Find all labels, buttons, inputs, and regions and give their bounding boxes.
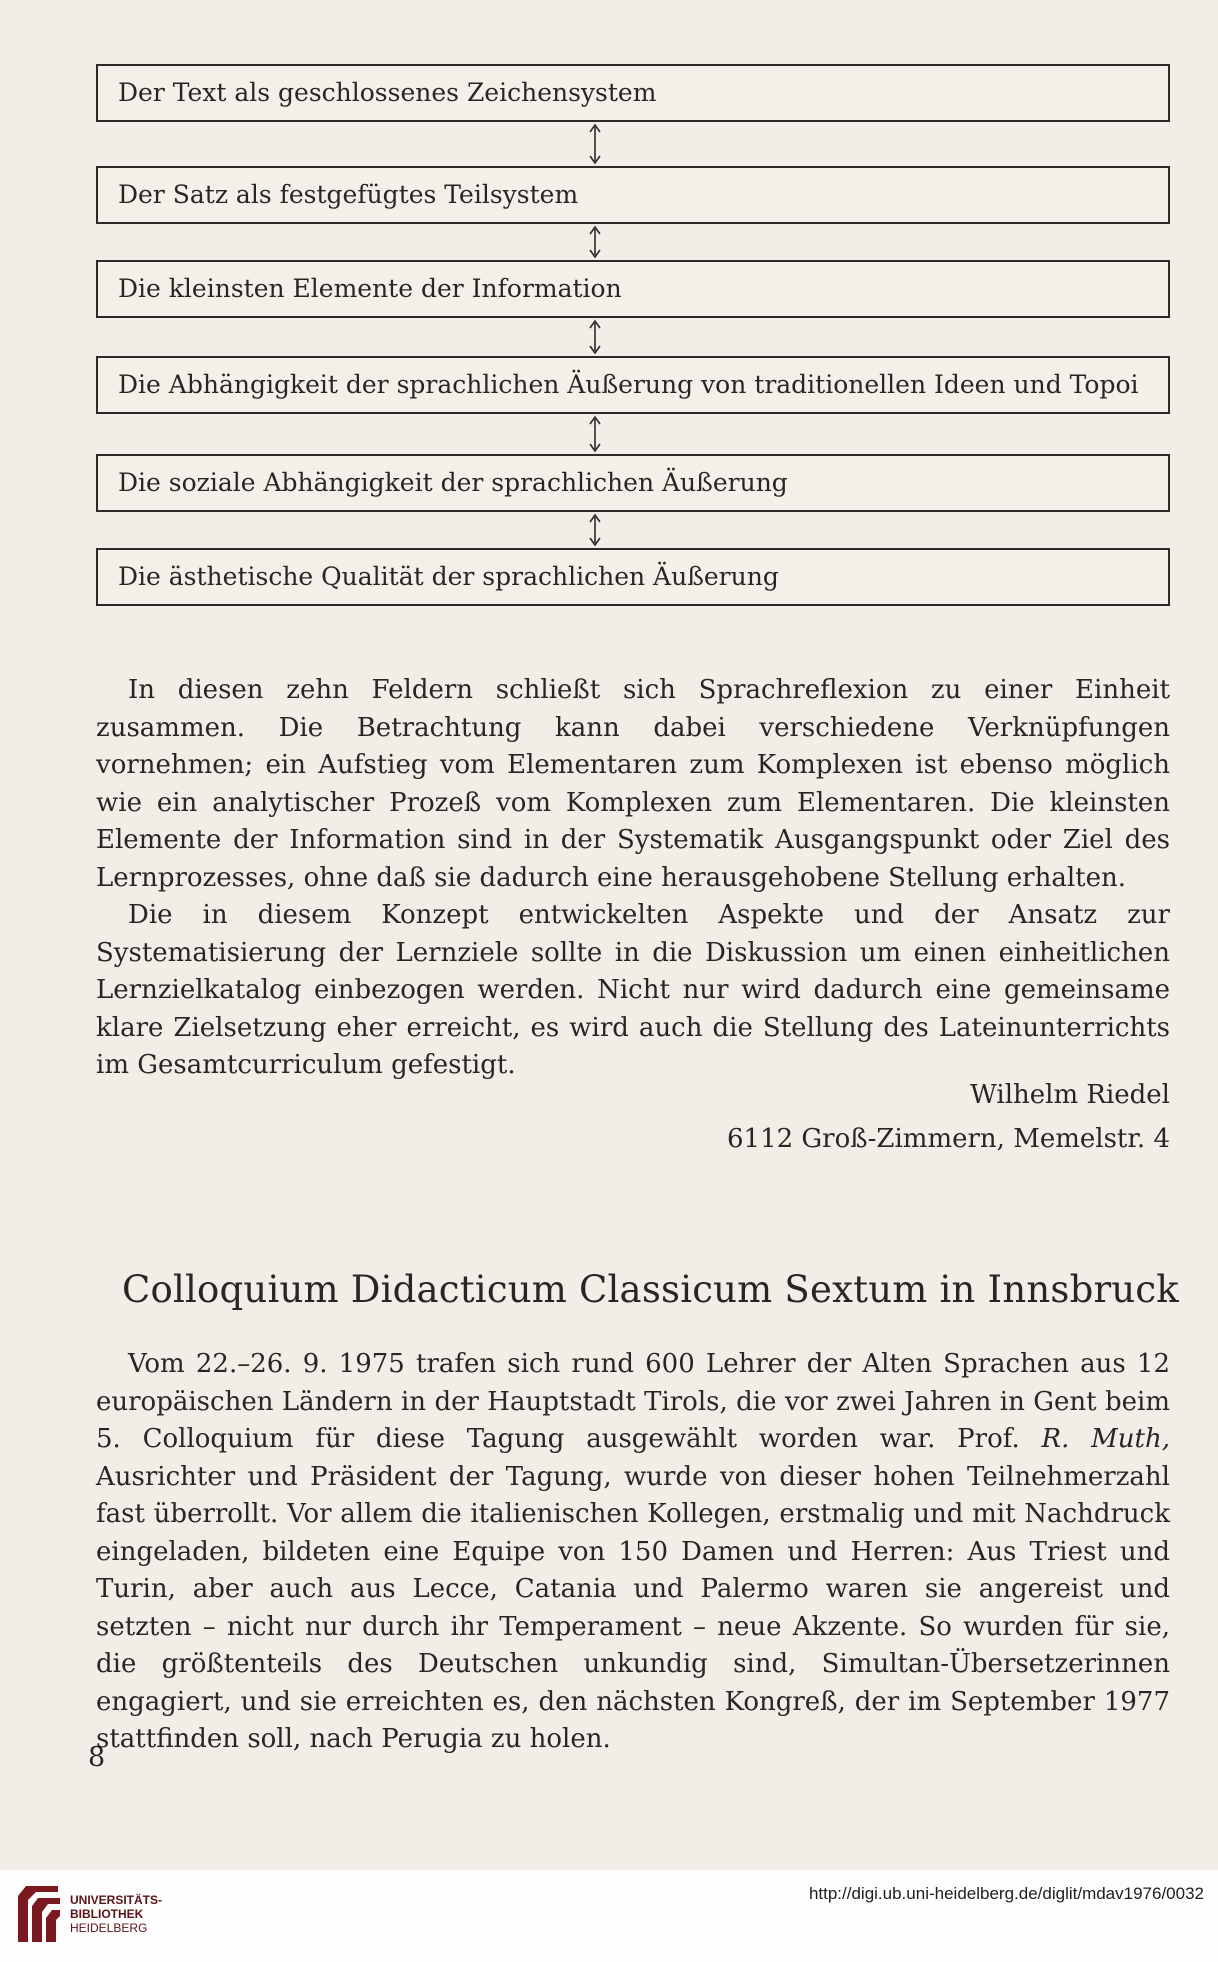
person-name: R. Muth, (1041, 1424, 1170, 1454)
logo-line: UNIVERSITÄTS- (70, 1893, 163, 1907)
diagram-box-3: Die kleinsten Elemente der Information (96, 260, 1170, 318)
author-name: Wilhelm Riedel (970, 1080, 1170, 1110)
section-heading: Colloquium Didacticum Classicum Sextum in Innsbruck (122, 1268, 1179, 1311)
double-arrow-icon (587, 512, 603, 548)
paragraph: In diesen zehn Feldern schließt sich Sprachreflexion zu einer Einheit zusammen. Die Betrachtung kann dabei verschiedene Verknüpfungen vornehmen; ein Aufstieg vom Elementaren zum Komplexen ist ebenso möglich wie ein analytischer Prozeß vom Komplexen zum Elementaren. Die kleinsten Elemente der Information sind in der Systematik Ausgangspunkt oder Ziel des Lernprozesses, ohne daß sie dadurch eine herausgehobene Stellung erhalten. (96, 675, 1170, 893)
double-arrow-icon (587, 414, 603, 454)
double-arrow-icon (587, 224, 603, 260)
page-number: 8 (88, 1742, 106, 1773)
logo-line: BIBLIOTHEK (70, 1907, 144, 1921)
text-run: Ausrichter und Präsident der Tagung, wurde von dieser hohen Teilnehmerzahl fast überrollt. Vor allem die italienischen Kollegen, erstmalig und mit Nachdruck eingeladen, bildeten eine Equipe von 150 Damen und Herren: Aus Triest und Turin, aber auch aus Lecce, Catania und Palermo waren sie angereist und setzten – nicht nur durch ihr Temperament – neue Akzente. So wurden für sie, die größtenteils des Deutschen unkundig sind, Simultan-Übersetzerinnen engagiert, und sie erreichten es, den nächsten Kongreß, der im September 1977 stattfinden soll, nach Perugia zu holen. (96, 1461, 1170, 1754)
double-arrow-icon (587, 318, 603, 356)
diagram-box-2: Der Satz als festgefügtes Teilsystem (96, 166, 1170, 224)
paragraph: Die in diesem Konzept entwickelten Aspekte und der Ansatz zur Systematisierung der Lernziele sollte in die Diskussion um einen einheitlichen Lernzielkatalog einbezogen werden. Nicht nur wird dadurch eine gemeinsame klare Zielsetzung eher erreicht, es wird auch die Stellung des Lateinunterrichts im Gesamtcurriculum gefestigt. (96, 900, 1170, 1080)
double-arrow-icon (587, 122, 603, 166)
library-logo-icon (12, 1880, 66, 1948)
logo-line: HEIDELBERG (70, 1921, 148, 1935)
diagram-box-5: Die soziale Abhängigkeit der sprachlichen Äußerung (96, 454, 1170, 512)
diagram-box-1: Der Text als geschlossenes Zeichensystem (96, 64, 1170, 122)
diagram-box-6: Die ästhetische Qualität der sprachlichen Äußerung (96, 548, 1170, 606)
article-body (96, 1346, 1170, 1759)
article-body (96, 672, 1170, 1085)
library-name (70, 1893, 162, 1935)
diagram-box-4: Die Abhängigkeit der sprachlichen Äußerung von traditionellen Ideen und Topoi (96, 356, 1170, 414)
paragraph (96, 1346, 1170, 1759)
author-address: 6112 Groß-Zimmern, Memelstr. 4 (726, 1124, 1170, 1154)
text-run: Vom 22.–26. 9. 1975 trafen sich rund 600 Lehrer der Alten Sprachen aus 12 europäischen Ländern in der Hauptstadt Tirols, die vor zwei Jahren in Gent beim 5. Colloquium für diese Tagung ausgewählt worden war. Prof. (96, 1349, 1170, 1454)
source-url: http://digi.ub.uni-heidelberg.de/diglit/mdav1976/0032 (808, 1884, 1204, 1903)
